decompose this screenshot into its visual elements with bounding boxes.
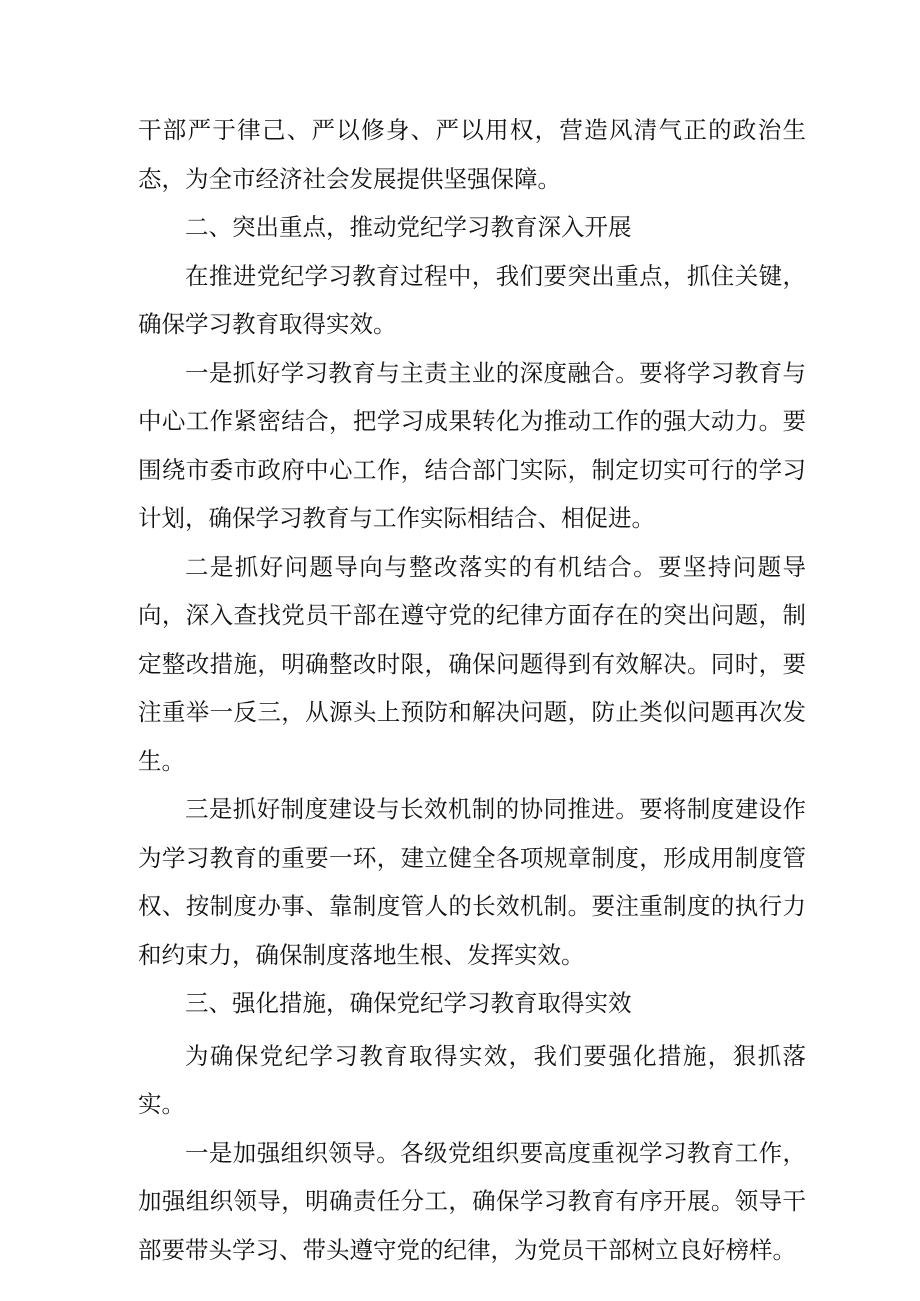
paragraph-point-2: 二是抓好问题导向与整改落实的有机结合。要坚持问题导向，深入查找党员干部在遵守党的纪律方面存在的突出问题，制定整改措施，明确整改时限，确保问题得到有效解决。同时，要注重举一反三，从源头上预防和解决问题，防止类似问题再次发生。 [138,552,806,775]
section-heading-2: 二、突出重点，推动党纪学习教育深入开展 [185,213,632,241]
paragraph-point-1: 一是抓好学习教育与主责主业的深度融合。要将学习教育与中心工作紧密结合，把学习成果转化为推动工作的强大动力。要围绕市委市政府中心工作，结合部门实际，制定切实可行的学习计划，确保学习教育与工作实际相结合、相促进。 [138,358,806,532]
document-body [138,106,806,1274]
section-heading-3: 三、强化措施，确保党纪学习教育取得实效 [185,989,632,1017]
paragraph-intro-2: 在推进党纪学习教育过程中，我们要突出重点，抓住关键，确保学习教育取得实效。 [138,261,806,338]
paragraph-measure-1: 一是加强组织领导。各级党组织要高度重视学习教育工作，加强组织领导，明确责任分工，确保学习教育有序开展。领导干部要带头学习、带头遵守党的纪律，为党员干部树立良好榜样。 [138,1138,806,1264]
paragraph-continuation: 干部严于律己、严以修身、严以用权，营造风清气正的政治生态，为全市经济社会发展提供坚强保障。 [138,116,806,193]
paragraph-intro-3: 为确保党纪学习教育取得实效，我们要强化措施，狠抓落实。 [138,1041,806,1118]
paragraph-point-3: 三是抓好制度建设与长效机制的协同推进。要将制度建设作为学习教育的重要一环，建立健全各项规章制度，形成用制度管权、按制度办事、靠制度管人的长效机制。要注重制度的执行力和约束力，确保制度落地生根、发挥实效。 [138,795,806,969]
